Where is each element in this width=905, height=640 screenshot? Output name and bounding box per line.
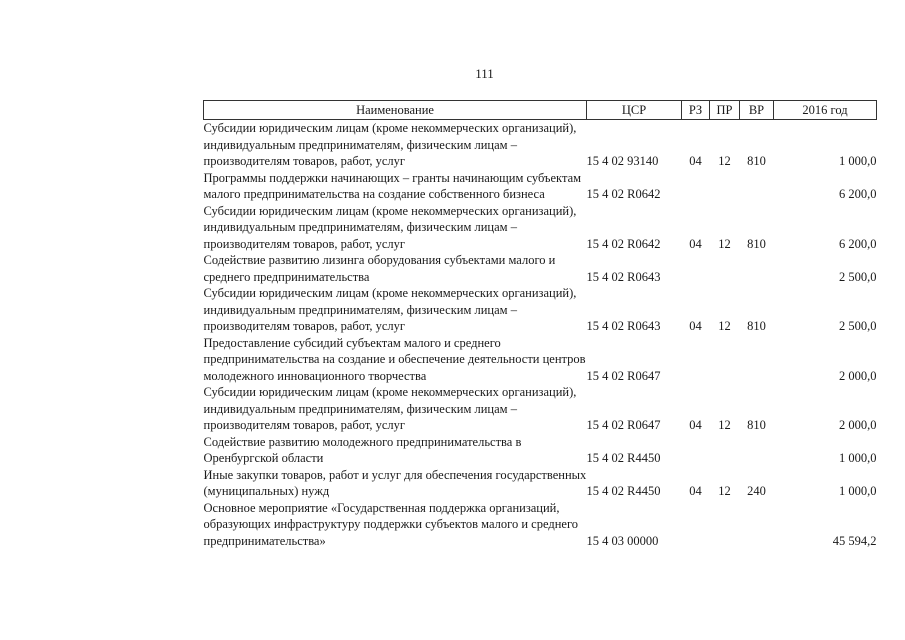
row-pr (710, 252, 740, 285)
row-csr: 15 4 02 R0643 (586, 269, 661, 284)
row-amount: 1 000,0 (839, 484, 877, 498)
row-csr: 15 4 03 00000 (586, 533, 659, 548)
row-vr (740, 434, 774, 467)
row-csr: 15 4 02 93140 (586, 154, 659, 168)
row-pr (710, 335, 740, 385)
row-name: Субсидии юридическим лицам (кроме некоммерческих организаций), индивидуальным предпринимателям, физическим лицам – производителям товаров, работ, услуг (203, 385, 577, 432)
row-csr: 15 4 02 R4450 (586, 484, 661, 498)
row-amount: 1 000,0 (839, 154, 877, 168)
row-name: Субсидии юридическим лицам (кроме некоммерческих организаций), индивидуальным предпринимателям, физическим лицам – производителям товаров, работ, услуг (203, 286, 577, 333)
row-csr: 15 4 02 R0647 (586, 368, 661, 383)
row-vr (740, 335, 774, 385)
row-rz: 04 (689, 319, 702, 333)
row-rz: 04 (689, 418, 702, 432)
row-pr (710, 500, 740, 550)
table-header-row (204, 101, 877, 120)
row-pr: 12 (718, 319, 731, 333)
budget-table (203, 100, 877, 549)
row-name: Субсидии юридическим лицам (кроме некоммерческих организаций), индивидуальным предпринимателям, физическим лицам – производителям товаров, работ, услуг (203, 203, 577, 251)
row-vr: 810 (747, 319, 766, 333)
row-vr: 810 (747, 154, 766, 168)
row-csr: 15 4 02 R4450 (586, 451, 661, 465)
row-amount: 6 200,0 (839, 236, 877, 251)
row-pr (710, 170, 740, 203)
row-rz: 04 (689, 154, 702, 168)
table-row (204, 434, 877, 467)
row-rz (682, 335, 710, 385)
row-name: Содействие развитию молодежного предпринимательства в Оренбургской области (203, 434, 522, 465)
row-amount: 45 594,2 (832, 533, 877, 548)
row-name: Содействие развитию лизинга оборудования субъектами малого и среднего предпринимательства (203, 253, 556, 284)
page-number: 111 (475, 66, 494, 81)
header-vr: ВР (740, 101, 774, 120)
row-name: Программы поддержки начинающих – гранты начинающим субъектам малого предпринимательства на создание собственного бизнеса (203, 170, 582, 201)
row-name: Субсидии юридическим лицам (кроме некоммерческих организаций), индивидуальным предпринимателям, физическим лицам – производителям товаров, работ, услуг (203, 121, 577, 168)
header-csr: ЦСР (587, 101, 682, 120)
row-vr: 240 (747, 484, 766, 498)
row-amount: 6 200,0 (839, 187, 877, 201)
row-rz: 04 (689, 484, 702, 498)
row-amount: 2 500,0 (839, 269, 877, 284)
row-rz (682, 434, 710, 467)
row-vr (740, 500, 774, 550)
table-row (204, 500, 877, 550)
row-vr (740, 252, 774, 285)
row-csr: 15 4 02 R0642 (586, 236, 661, 251)
header-amount: 2016 год (774, 101, 877, 120)
table-row (204, 170, 877, 203)
header-name: Наименование (204, 101, 587, 120)
row-rz: 04 (689, 236, 702, 251)
row-amount: 2 000,0 (839, 418, 877, 432)
row-rz (682, 170, 710, 203)
row-rz (682, 500, 710, 550)
row-csr: 15 4 02 R0647 (586, 418, 661, 432)
table-row (204, 384, 877, 434)
row-name: Основное мероприятие «Государственная поддержка организаций, образующих инфраструктуру поддержки субъектов малого и среднего предпринимательства» (203, 500, 579, 548)
row-amount: 1 000,0 (839, 451, 877, 465)
row-vr: 810 (747, 418, 766, 432)
row-csr: 15 4 02 R0642 (586, 187, 661, 201)
table-row (204, 120, 877, 170)
table-row (204, 252, 877, 285)
row-name: Иные закупки товаров, работ и услуг для обеспечения государственных (муниципальных) нужд (203, 467, 587, 498)
row-pr (710, 434, 740, 467)
header-rz: РЗ (682, 101, 710, 120)
row-vr (740, 170, 774, 203)
row-amount: 2 000,0 (839, 368, 877, 383)
table-row (204, 285, 877, 335)
row-pr: 12 (718, 418, 731, 432)
row-rz (682, 252, 710, 285)
table-row (204, 467, 877, 500)
table-row (204, 203, 877, 253)
row-csr: 15 4 02 R0643 (586, 319, 661, 333)
row-pr: 12 (718, 236, 731, 251)
row-name: Предоставление субсидий субъектам малого и среднего предпринимательства на создание и обеспечение деятельности центров молодежного инновационного творчества (203, 335, 586, 383)
table-row (204, 335, 877, 385)
row-pr: 12 (718, 154, 731, 168)
row-pr: 12 (718, 484, 731, 498)
row-vr: 810 (747, 236, 766, 251)
header-pr: ПР (710, 101, 740, 120)
row-amount: 2 500,0 (839, 319, 877, 333)
